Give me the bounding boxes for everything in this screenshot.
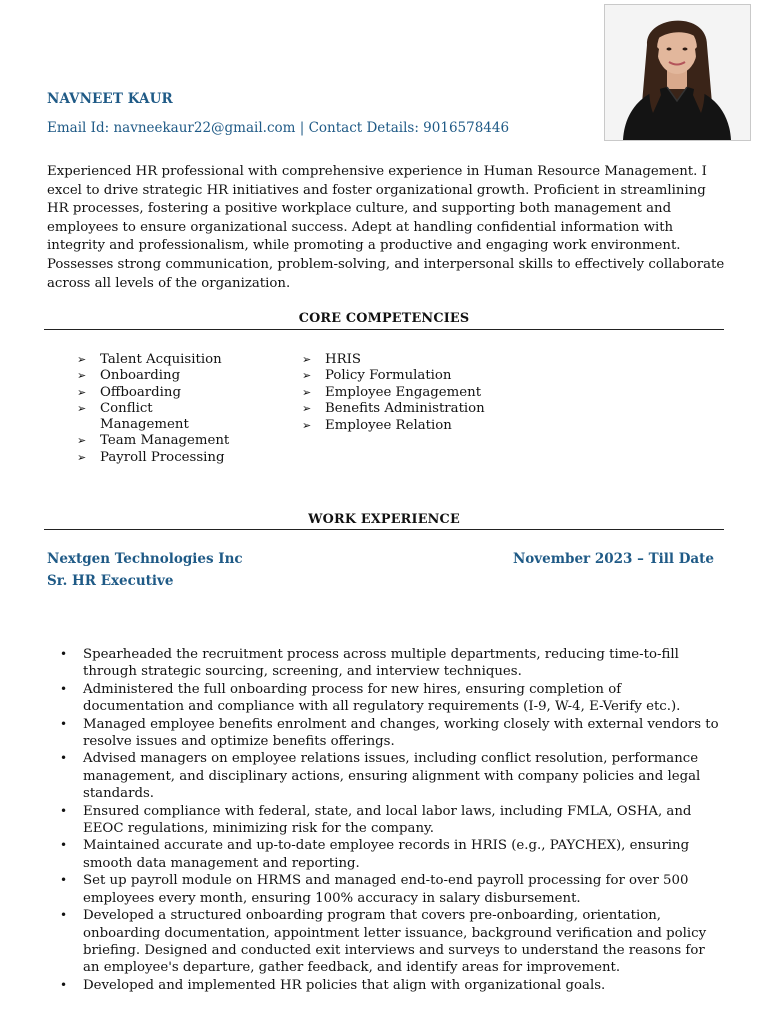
competency-item [302, 352, 492, 368]
competency-item [77, 450, 237, 466]
competency-label: Talent Acquisition [100, 352, 222, 367]
experience-bullet-text: Set up payroll module on HRMS and managed end-to-end payroll processing for over 500 employees every month, ensuring 100% accuracy in salary disbursement. [83, 873, 689, 906]
competency-label: Team Management [100, 433, 230, 449]
competencies-left-column [77, 352, 237, 466]
competency-item [77, 401, 237, 432]
competency-item [302, 385, 492, 401]
experience-bullet-text: Ensured compliance with federal, state, and local labor laws, including FMLA, OSHA, and EEOC regulations, minimizing risk for the company. [83, 803, 692, 837]
experience-bullet-text: Managed employee benefits enrolment and changes, working closely with external vendors to resolve issues and optimize benefits offerings. [83, 716, 719, 750]
experience-bullet-text: Administered the full onboarding process for new hires, ensuring completion of documentation and compliance with all regulatory requirements (I-9, W-4, E-Verify etc.). [83, 681, 681, 715]
experience-bullet [59, 907, 724, 977]
competency-item [77, 352, 237, 368]
profile-photo [604, 4, 751, 141]
arrowhead-bullet-icon: ➢ [77, 450, 87, 464]
competency-item [302, 418, 492, 434]
arrowhead-bullet-icon: ➢ [302, 418, 312, 432]
experience-bullet [59, 646, 724, 681]
arrowhead-bullet-icon: ➢ [77, 369, 87, 383]
competency-item [77, 385, 237, 401]
bullet-dot-icon: • [60, 838, 68, 853]
competency-item [302, 401, 492, 417]
experience-bullet [59, 837, 724, 872]
section-divider [44, 529, 724, 530]
section-title-core-competencies: CORE COMPETENCIES [298, 311, 470, 326]
arrowhead-bullet-icon: ➢ [77, 353, 87, 366]
arrowhead-bullet-icon: ➢ [77, 402, 87, 416]
bullet-dot-icon: • [60, 716, 68, 731]
competency-label: Employee Relation [325, 417, 452, 433]
experience-bullet [59, 681, 724, 716]
experience-bullet [59, 977, 724, 994]
contact-line: Email Id: navneekaur22@gmail.com | Contact Details: 9016578446 [47, 120, 510, 136]
competency-label: Conflict Management [100, 401, 189, 432]
competency-item [77, 368, 237, 384]
competency-item [302, 368, 492, 384]
competencies-right-column [302, 352, 492, 434]
section-title-work-experience: WORK EXPERIENCE [308, 512, 460, 527]
competency-label: Offboarding [100, 384, 181, 400]
competency-label: Onboarding [100, 368, 181, 384]
experience-bullet [59, 716, 724, 751]
arrowhead-bullet-icon: ➢ [302, 402, 312, 416]
section-divider [44, 329, 724, 330]
bullet-dot-icon: • [60, 647, 68, 661]
experience-bullet-text: Maintained accurate and up-to-date employee records in HRIS (e.g., PAYCHEX), ensuring smooth data management and reporting. [83, 838, 690, 871]
competency-label: HRIS [325, 352, 361, 367]
competency-label: Employee Engagement [325, 384, 482, 400]
arrowhead-bullet-icon: ➢ [302, 385, 312, 399]
professional-summary: Experienced HR professional with comprehensive experience in Human Resource Management. I excel to drive strategic HR initiatives and foster organizational growth. Proficient in streamlining HR processes, fostering a positive workplace culture, and supporting both management and employees to ensure organizational success. Adept at handling confidential information with integrity and professionalism, while promoting a productive and engaging work environment. Possesses strong communication, problem-solving, and interpersonal skills to effectively collaborate across all levels of the organization. [47, 164, 725, 291]
company-name: Nextgen Technologies Inc [47, 551, 243, 567]
experience-bullet-text: Spearheaded the recruitment process across multiple departments, reducing time-to-fill through strategic sourcing, screening, and interview techniques. [83, 647, 679, 680]
experience-bullet-list [59, 646, 724, 994]
bullet-dot-icon: • [60, 803, 68, 818]
arrowhead-bullet-icon: ➢ [77, 385, 87, 399]
experience-bullet [59, 803, 724, 838]
arrowhead-bullet-icon: ➢ [302, 353, 312, 366]
bullet-dot-icon: • [60, 751, 68, 766]
bullet-dot-icon: • [60, 977, 68, 992]
competency-item [77, 433, 237, 449]
experience-bullet-text: Developed a structured onboarding program that covers pre-onboarding, orientation, onboarding documentation, appointment letter issuance, background verification and policy briefing. Designed and conducted exit interviews and surveys to understand the reasons for an employee's departure, gather feedback, and identify areas for improvement. [83, 908, 707, 976]
experience-bullet [59, 872, 724, 907]
experience-bullet [59, 750, 724, 802]
employment-dates: November 2023 – Till Date [512, 551, 714, 567]
bullet-dot-icon: • [60, 908, 68, 923]
bullet-dot-icon: • [60, 873, 68, 888]
candidate-name: NAVNEET KAUR [47, 91, 173, 107]
arrowhead-bullet-icon: ➢ [302, 369, 312, 383]
competency-label: Policy Formulation [325, 368, 452, 384]
arrowhead-bullet-icon: ➢ [77, 434, 87, 448]
experience-bullet-text: Advised managers on employee relations issues, including conflict resolution, performance management, and disciplinary actions, ensuring alignment with company policies and legal standards. [83, 751, 701, 802]
experience-bullet-text: Developed and implemented HR policies that align with organizational goals. [83, 977, 606, 993]
competency-label: Benefits Administration [325, 401, 485, 417]
competency-label: Payroll Processing [100, 449, 225, 465]
bullet-dot-icon: • [60, 681, 68, 696]
job-title: Sr. HR Executive [47, 573, 174, 589]
